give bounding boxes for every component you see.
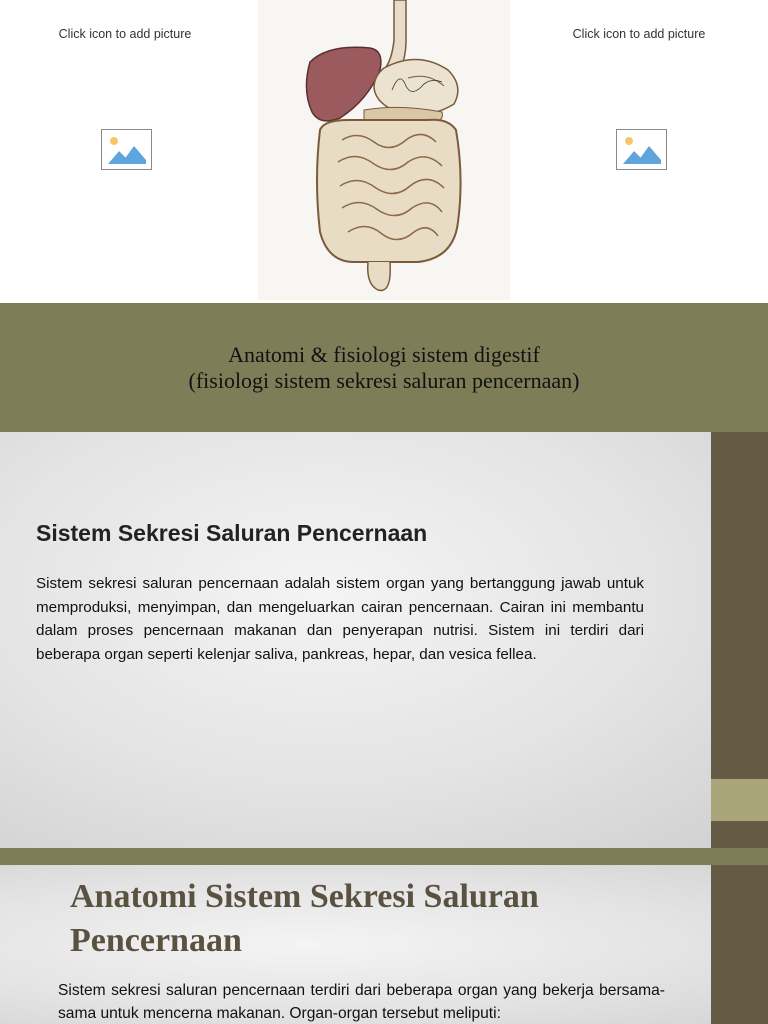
slide-heading: Sistem Sekresi Saluran Pencernaan	[36, 520, 428, 546]
picture-icon[interactable]	[101, 129, 152, 170]
slide-separator	[0, 848, 768, 865]
definition-slide	[0, 432, 768, 848]
title-line-1: Anatomi & fisiologi sistem digestif	[228, 342, 540, 367]
slide-title	[0, 342, 768, 394]
picture-icon[interactable]	[616, 129, 667, 170]
right-placeholder-label: Click icon to add picture	[572, 27, 706, 41]
sidebar-decoration	[711, 865, 768, 1024]
slide-heading: Anatomi Sistem Sekresi Saluran Pencernaan	[70, 878, 539, 959]
right-picture-placeholder[interactable]	[514, 0, 764, 300]
title-line-2: (fisiologi sistem sekresi saluran pencernaan)	[188, 368, 580, 393]
left-placeholder-label: Click icon to add picture	[58, 27, 192, 41]
slide-body-text: Sistem sekresi saluran pencernaan adalah sistem organ yang bertanggung jawab untuk memproduksi, menyimpan, dan mengeluarkan cairan pencernaan. Cairan ini membantu dalam proses pencernaan makanan dan penyerapan nutrisi. Sistem ini terdiri dari beberapa organ seperti kelenjar saliva, pankreas, hepar, dan vesica fellea.	[36, 575, 644, 663]
sidebar-accent	[711, 779, 768, 821]
anatomy-slide	[0, 865, 768, 1024]
left-picture-placeholder[interactable]	[0, 0, 250, 300]
digestive-system-illustration	[258, 0, 510, 300]
slide-body-text: Sistem sekresi saluran pencernaan terdiri dari beberapa organ yang bekerja bersama-sama untuk mencerna makanan. Organ-organ tersebut meliputi:	[58, 982, 665, 1022]
title-slide	[0, 0, 768, 432]
